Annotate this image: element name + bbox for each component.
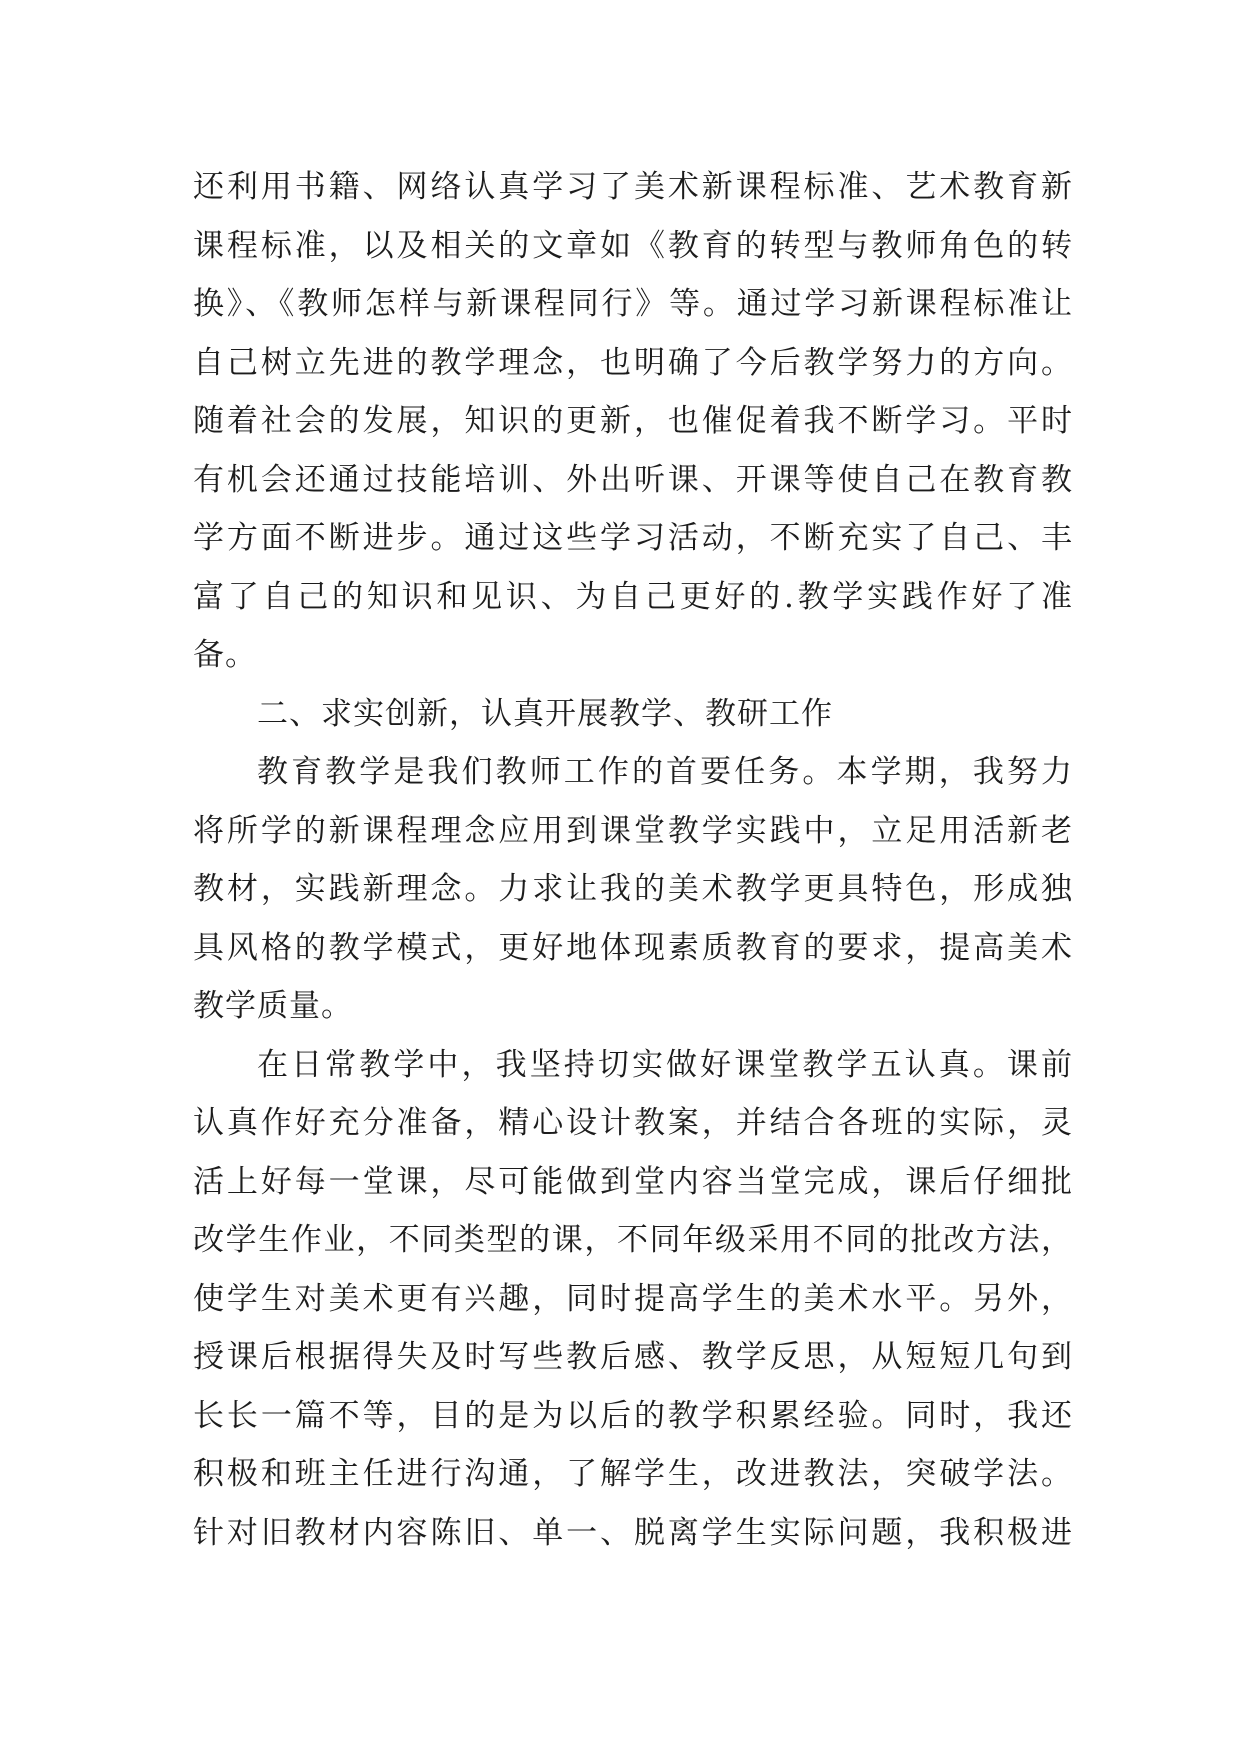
text-line: 教学质量。 — [193, 988, 353, 1024]
text-line: 教育教学是我们教师工作的首要任务。本学期，我努力 — [257, 754, 1073, 790]
text-line: 有机会还通过技能培训、外出听课、开课等使自己在教育教 — [193, 461, 1073, 498]
text-line: 课程标准，以及相关的文章如《教育的转型与教师角色的转 — [193, 227, 1073, 264]
text-line: 富了自己的知识和见识、为自己更好的.教学实践作好了准 — [193, 578, 1073, 615]
text-line: 改学生作业，不同类型的课，不同年级采用不同的批改方法， — [193, 1222, 1073, 1258]
text-line: 自己树立先进的教学理念，也明确了今后教学努力的方向。 — [193, 344, 1073, 381]
text-line: 随着社会的发展，知识的更新，也催促着我不断学习。平时 — [193, 403, 1073, 439]
text-line: 活上好每一堂课，尽可能做到堂内容当堂完成，课后仔细批 — [193, 1163, 1073, 1200]
text-line: 还利用书籍、网络认真学习了美术新课程标准、艺术教育新 — [193, 169, 1073, 205]
text-line: 备。 — [193, 637, 257, 673]
text-line: 针对旧教材内容陈旧、单一、脱离学生实际问题，我积极进 — [193, 1514, 1073, 1551]
text-line: 学方面不断进步。通过这些学习活动，不断充实了自己、丰 — [193, 520, 1073, 556]
section-heading: 二、求实创新，认真开展教学、教研工作 — [257, 695, 833, 732]
text-line: 具风格的教学模式，更好地体现素质教育的要求，提高美术 — [193, 929, 1073, 966]
text-line: 授课后根据得失及时写些教后感、教学反思，从短短几句到 — [193, 1339, 1073, 1375]
text-line: 在日常教学中，我坚持切实做好课堂教学五认真。课前 — [257, 1046, 1073, 1083]
document-body — [193, 158, 1073, 1562]
text-line: 认真作好充分准备，精心设计教案，并结合各班的实际，灵 — [193, 1105, 1073, 1141]
text-line: 换》、《教师怎样与新课程同行》等。通过学习新课程标准让 — [193, 286, 1073, 322]
text-line: 教材，实践新理念。力求让我的美术教学更具特色，形成独 — [193, 871, 1073, 907]
text-line: 长长一篇不等，目的是为以后的教学积累经验。同时，我还 — [193, 1397, 1073, 1434]
text-line: 将所学的新课程理念应用到课堂教学实践中，立足用活新老 — [193, 812, 1073, 849]
text-line: 积极和班主任进行沟通，了解学生，改进教法，突破学法。 — [193, 1456, 1073, 1492]
text-line: 使学生对美术更有兴趣，同时提高学生的美术水平。另外， — [193, 1280, 1073, 1317]
